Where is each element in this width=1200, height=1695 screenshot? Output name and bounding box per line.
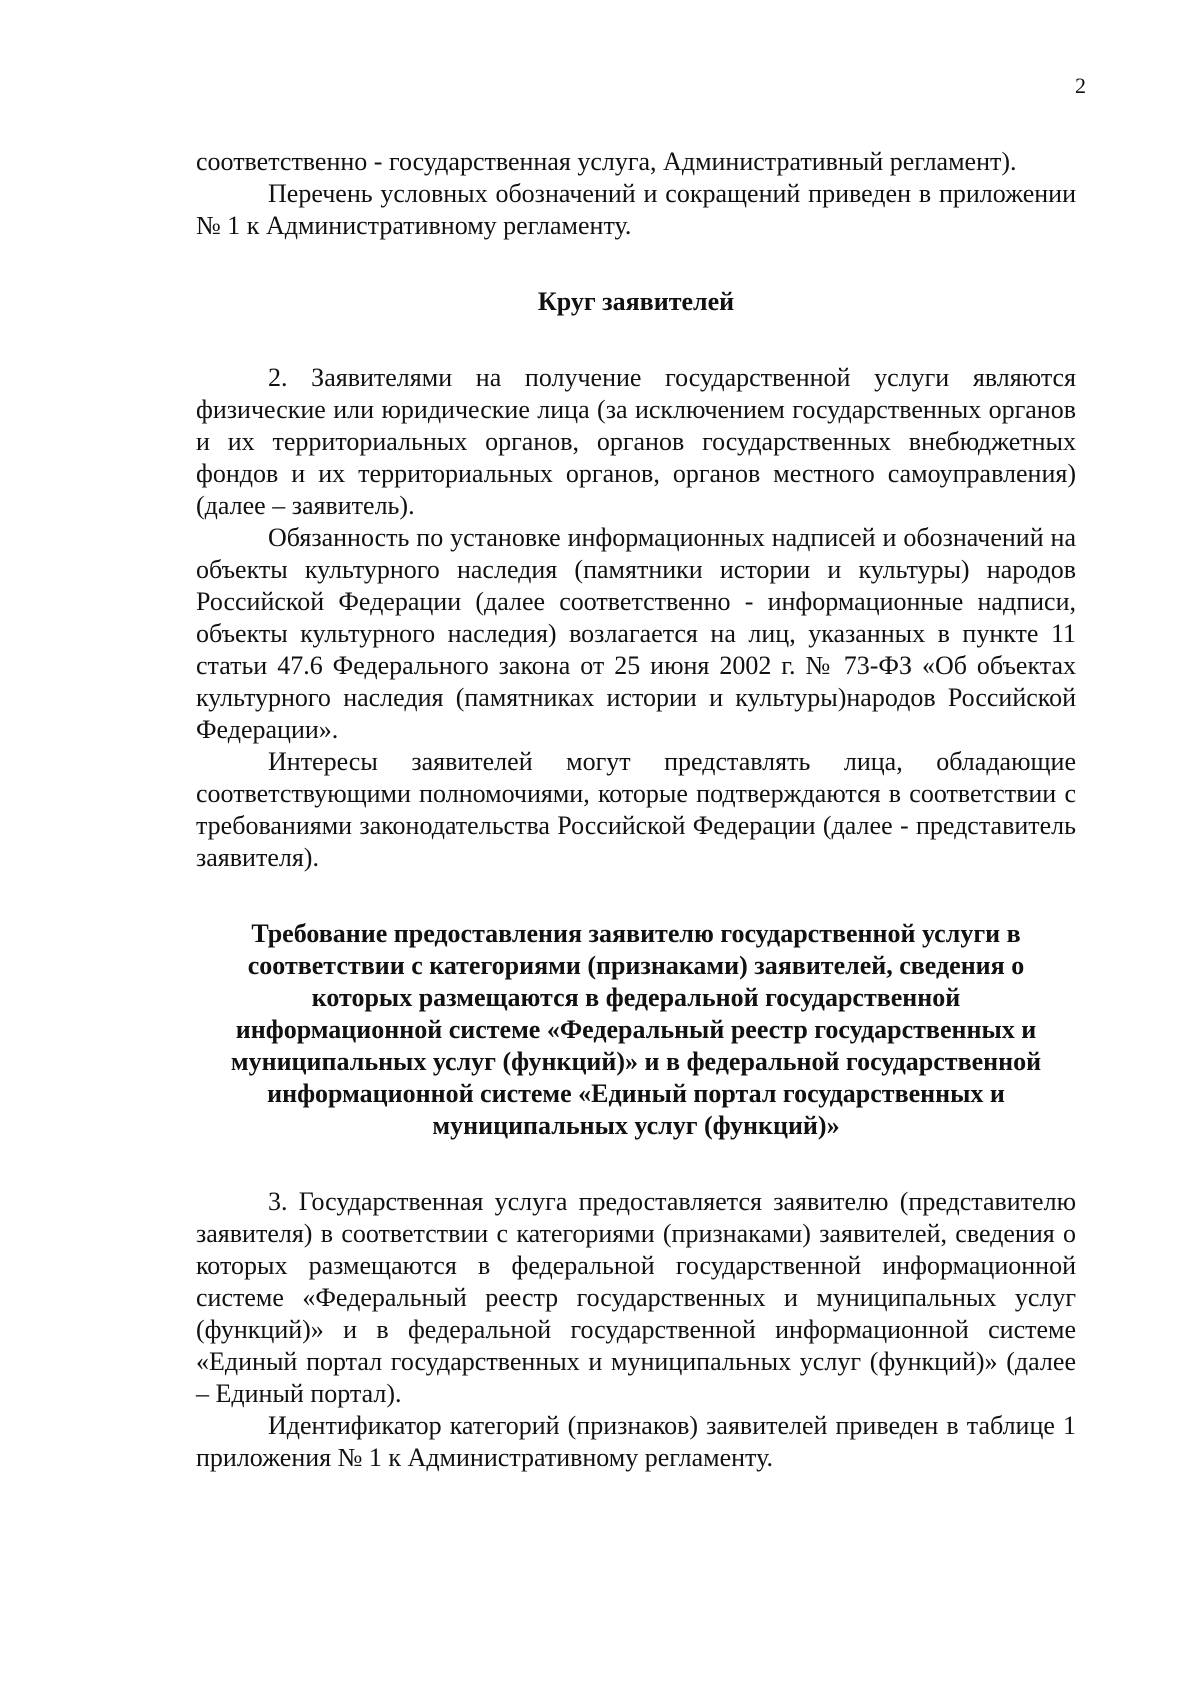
page-number: 2 xyxy=(1075,73,1086,98)
document-body xyxy=(196,146,1076,1474)
continuation-paragraph: соответственно - государственная услуга, Административный регламент). xyxy=(196,147,1017,176)
section-heading-applicants: Круг заявителей xyxy=(537,287,735,316)
abbreviations-note-paragraph: Перечень условных обозначений и сокращений приведен в приложении № 1 к Административному регламенту. xyxy=(196,179,1076,240)
obligation-paragraph: Обязанность по установке информационных надписей и обозначений на объекты культурного наследия (памятники истории и культуры) народов Российской Федерации (далее соответственно - информационные надписи, объекты культурного наследия) возлагается на лиц, указанных в пункте 11 статьи 47.6 Федерального закона от 25 июня 2002 г. № 73-ФЗ «Об объектах культурного наследия (памятниках истории и культуры)народов Российской Федерации». xyxy=(196,523,1076,744)
service-provision-paragraph: 3. Государственная услуга предоставляется заявителю (представителю заявителя) в соответствии с категориями (признаками) заявителей, сведения о которых размещаются в федеральной государственной информационной системе «Федеральный реестр государственных и муниципальных услуг (функций)» и в федеральной государственной информационной системе «Единый портал государственных и муниципальных услуг (функций)» (далее – Единый портал). xyxy=(196,1187,1076,1408)
section-heading-requirement: Требование предоставления заявителю государственной услуги в соответствии с категориями (признаками) заявителей, сведения о которых размещаются в федеральной государственной информационной системе «Федеральный реестр государственных и муниципальных услуг (функций)» и в федеральной государственной информационной системе «Единый портал государственных и муниципальных услуг (функций)» xyxy=(230,919,1042,1140)
category-identifier-paragraph: Идентификатор категорий (признаков) заявителей приведен в таблице 1 приложения № 1 к Административному регламенту. xyxy=(196,1411,1076,1472)
applicants-paragraph: 2. Заявителями на получение государственной услуги являются физические или юридические лица (за исключением государственных органов и их территориальных органов, органов государственных внебюджетных фондов и их территориальных органов, органов местного самоуправления) (далее – заявитель). xyxy=(196,363,1076,520)
representative-paragraph: Интересы заявителей могут представлять лица, обладающие соответствующими полномочиями, которые подтверждаются в соответствии с требованиями законодательства Российской Федерации (далее - представитель заявителя). xyxy=(196,747,1076,872)
